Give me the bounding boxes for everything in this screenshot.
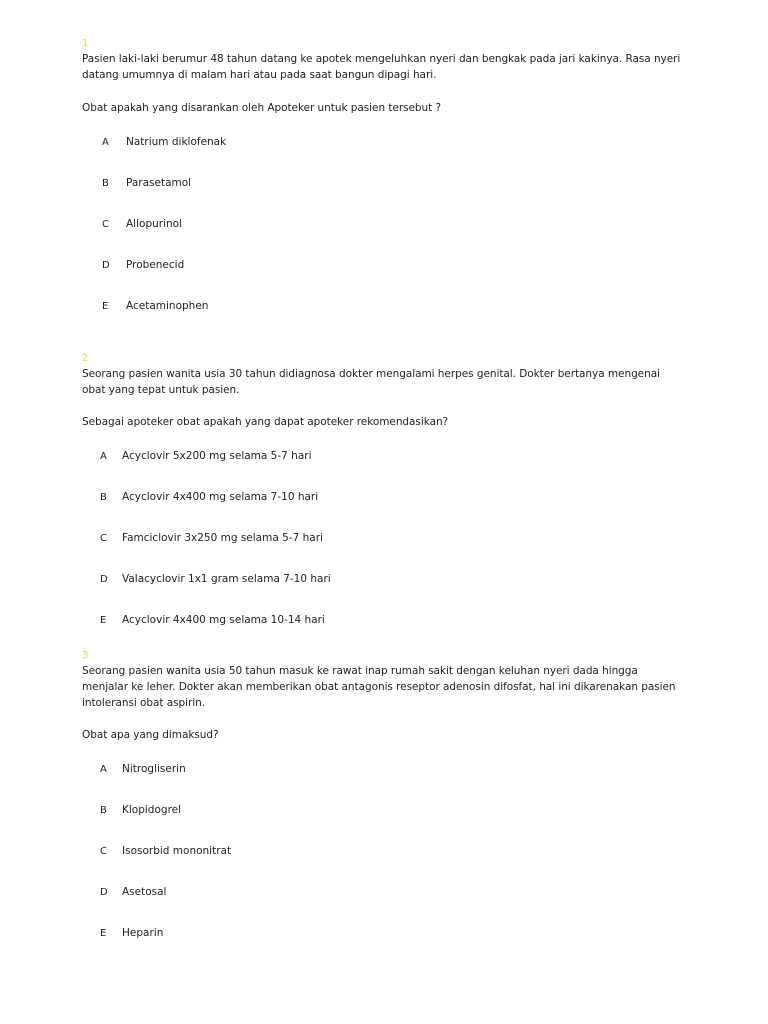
answer-option-e[interactable] (82, 925, 682, 966)
question-prompt: Obat apakah yang disarankan oleh Apoteker untuk pasien tersebut ? (82, 102, 442, 114)
option-text: Nitrogliserin (122, 763, 186, 775)
option-letter: B (100, 492, 107, 503)
option-letter: D (102, 260, 110, 271)
option-text: Acyclovir 4x400 mg selama 10-14 hari (122, 614, 325, 626)
option-letter: D (100, 574, 108, 585)
answer-options (82, 134, 682, 339)
option-text: Asetosal (122, 886, 167, 898)
answer-option-d[interactable] (82, 884, 682, 925)
option-letter: E (100, 928, 107, 939)
answer-options (82, 448, 682, 653)
answer-option-e[interactable] (82, 298, 682, 339)
answer-option-d[interactable] (82, 571, 682, 612)
answer-option-a[interactable] (82, 134, 682, 175)
option-letter: B (102, 178, 109, 189)
question-3 (82, 649, 682, 966)
option-letter: E (102, 301, 109, 312)
answer-option-b[interactable] (82, 489, 682, 530)
option-letter: C (100, 533, 107, 544)
option-letter: D (100, 887, 108, 898)
answer-option-a[interactable] (82, 761, 682, 802)
question-prompt: Sebagai apoteker obat apakah yang dapat apoteker rekomendasikan? (82, 416, 449, 428)
option-text: Isosorbid mononitrat (122, 845, 232, 857)
answer-option-c[interactable] (82, 843, 682, 884)
answer-option-b[interactable] (82, 802, 682, 843)
option-letter: A (100, 451, 107, 462)
answer-option-b[interactable] (82, 175, 682, 216)
question-2 (82, 352, 682, 653)
option-text: Probenecid (126, 259, 185, 271)
option-text: Heparin (122, 927, 164, 939)
answer-option-a[interactable] (82, 448, 682, 489)
option-text: Valacyclovir 1x1 gram selama 7-10 hari (122, 573, 331, 585)
option-text: Natrium diklofenak (126, 136, 227, 148)
answer-option-c[interactable] (82, 216, 682, 257)
option-text: Acyclovir 4x400 mg selama 7-10 hari (122, 491, 319, 503)
option-letter: A (100, 764, 107, 775)
option-letter: A (102, 137, 109, 148)
question-stem: Seorang pasien wanita usia 30 tahun didiagnosa dokter mengalami herpes genital. Dokter bertanya mengenai obat yang tepat untuk pasien. (82, 368, 660, 396)
option-text: Acetaminophen (126, 300, 209, 312)
answer-option-c[interactable] (82, 530, 682, 571)
question-stem: Seorang pasien wanita usia 50 tahun masuk ke rawat inap rumah sakit dengan keluhan nyeri dada hingga menjalar ke leher. Dokter akan memberikan obat antagonis reseptor adenosin difosfat, hal ini dikarenakan pasien intoleransi obat aspirin. (82, 665, 676, 709)
option-letter: E (100, 615, 107, 626)
option-text: Allopurinol (126, 218, 182, 230)
question-1 (82, 37, 682, 339)
option-text: Famciclovir 3x250 mg selama 5-7 hari (122, 532, 323, 544)
answer-option-d[interactable] (82, 257, 682, 298)
option-letter: C (102, 219, 109, 230)
option-letter: B (100, 805, 107, 816)
question-prompt: Obat apa yang dimaksud? (82, 729, 219, 741)
question-number: 3 (82, 650, 89, 661)
option-text: Acyclovir 5x200 mg selama 5-7 hari (122, 450, 312, 462)
question-number: 2 (82, 353, 89, 364)
question-stem: Pasien laki-laki berumur 48 tahun datang ke apotek mengeluhkan nyeri dan bengkak pada jari kakinya. Rasa nyeri datang umumnya di malam hari atau pada saat bangun dipagi hari. (82, 53, 681, 81)
question-number: 1 (82, 38, 89, 49)
option-letter: C (100, 846, 107, 857)
answer-options (82, 761, 682, 966)
answer-option-e[interactable] (82, 612, 682, 653)
option-text: Klopidogrel (122, 804, 182, 816)
option-text: Parasetamol (126, 177, 192, 189)
